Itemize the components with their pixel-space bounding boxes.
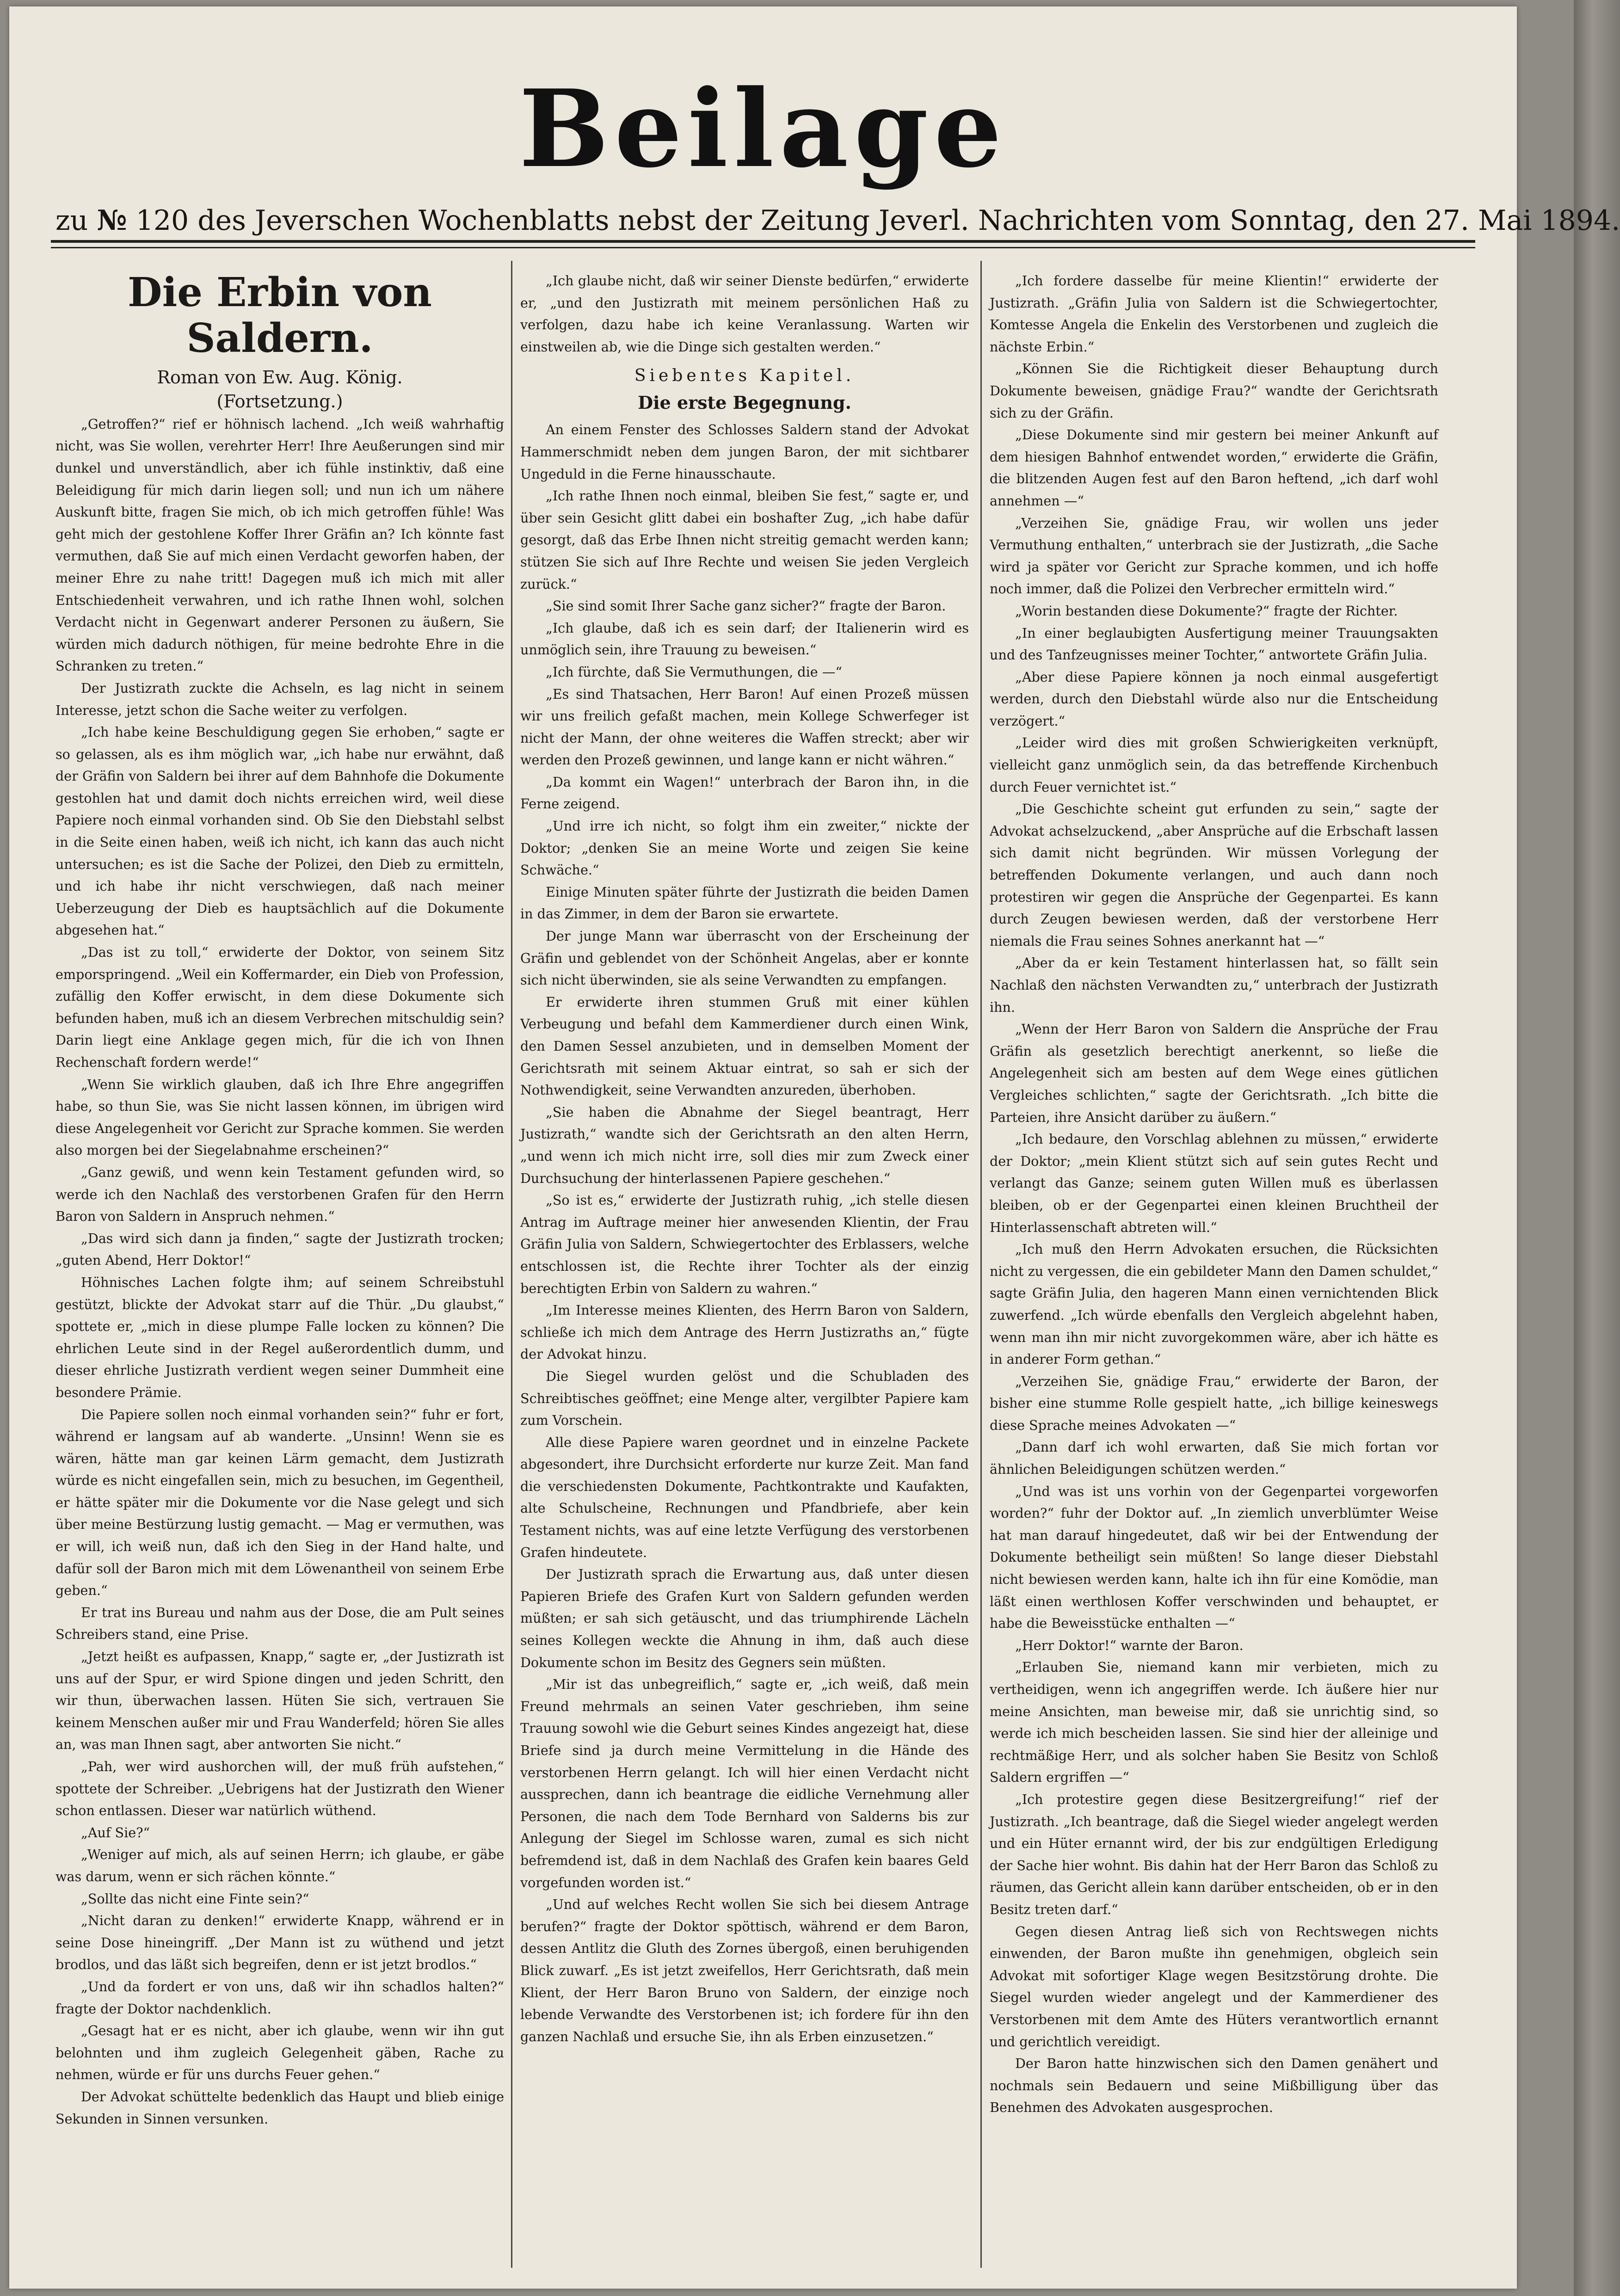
column-2 (520, 270, 969, 2259)
paragraph: „Können Sie die Richtigkeit dieser Behauptung durch Dokumente beweisen, gnädige Frau?“ wandte der Gerichtsrath sich zu der Gräfin. (990, 361, 1438, 421)
paragraph: „Wenn der Herr Baron von Saldern die Ansprüche der Frau Gräfin als gesetzlich berechtigt anerkennt, so ließe die Angelegenheit sich am besten auf dem Wege eines gütlichen Vergleiches schlichten,“ sagte der Gerichtsrath. „Ich bitte die Parteien, ihre Ansicht darüber zu äußern.“ (990, 1021, 1438, 1125)
chapter-heading: Siebentes Kapitel. (634, 366, 855, 386)
paragraph: „Ich muß den Herrn Advokaten ersuchen, die Rücksichten nicht zu vergessen, die ein gebildeter Mann den Damen schuldet,“ sagte Gräfin Julia, den hageren Mann einen vernichtenden Blick zuwerfend. „Ich würde ebenfalls den Vergleich abgelehnt haben, wenn man ihn mir nicht zuvorgekommen wäre, aber ich hätte es in anderer Form gethan.“ (990, 1241, 1438, 1367)
column-2-text-b (520, 419, 969, 2048)
paragraph: „Und irre ich nicht, so folgt ihm ein zweiter,“ nickte der Doktor; „denken Sie an meine Worte und zeigen Sie keine Schwäche.“ (520, 818, 969, 878)
paragraph: Gegen diesen Antrag ließ sich von Rechtswegen nichts einwenden, der Baron mußte ihn genehmigen, obgleich sein Advokat mit sofortiger Klage wegen Besitzstörung drohte. Die Siegel wurden wieder angelegt und der Kammerdiener des Verstorbenen mit dem Amte des Hüters verantwortlich ernannt und gerichtlich vereidigt. (990, 1923, 1438, 2050)
paragraph: Der Justizrath zuckte die Achseln, es lag nicht in seinem Interesse, jetzt schon die Sache weiter zu verfolgen. (55, 680, 504, 718)
column-2-text-a (520, 270, 969, 358)
paragraph: „Gesagt hat er es nicht, aber ich glaube, wenn wir ihn gut belohnten und ihm zugleich Gelegenheit gäben, Rache zu nehmen, würde er für uns durchs Feuer gehen.“ (55, 2023, 504, 2083)
paragraph: „Wenn Sie wirklich glauben, daß ich Ihre Ehre angegriffen habe, so thun Sie, was Sie nicht lassen können, im übrigen wird diese Angelegenheit vor Gericht zur Sprache kommen. Sie werden also morgen bei der Siegelabnahme erscheinen?“ (55, 1076, 504, 1158)
paragraph: „Da kommt ein Wagen!“ unterbrach der Baron ihn, in die Ferne zeigend. (520, 774, 969, 812)
column-1 (55, 270, 504, 2259)
paragraph: „Getroffen?“ rief er höhnisch lachend. „Ich weiß wahrhaftig nicht, was Sie wollen, verehrter Herr! Ihre Aeußerungen sind mir dunkel und unverständlich, aber ich fühle instinktiv, daß eine Beleidigung für mich darin liegen soll; und nun ich um nähere Auskunft bitte, fragen Sie mich, ob ich mich getroffen fühle! Was geht mich der gestohlene Koffer Ihrer Gräfin an? Ich könnte fast vermuthen, daß Sie auf mich einen Verdacht geworfen haben, der meiner Ehre zu nahe tritt! Dagegen muß ich mich mit aller Entschiedenheit verwahren, und ich rathe Ihnen wohl, solchen Verdacht nicht in Gegenwart anderer Personen zu äußern, Sie würden mich dadurch nöthigen, für meine bedrohte Ehre in die Schranken zu treten.“ (55, 416, 504, 674)
paragraph: „Worin bestanden diese Dokumente?“ fragte der Richter. (1015, 603, 1398, 619)
paragraph: „Aber da er kein Testament hinterlassen hat, so fällt sein Nachlaß den nächsten Verwandten zu,“ unterbrach der Justizrath ihn. (990, 955, 1438, 1015)
number-sign: № (97, 204, 127, 237)
paragraph: „Ich rathe Ihnen noch einmal, bleiben Sie fest,“ sagte er, und über sein Gesicht glitt dabei ein boshafter Zug, „ich habe dafür gesorgt, daß das Erbe Ihnen nicht streitig gemacht werden kann; stützen Sie sich auf Ihre Rechte und weisen Sie jeden Vergleich zurück.“ (520, 488, 969, 592)
issue-text: des Jeverschen Wochenblatts nebst der Zeitung Jeverl. Nachrichten vom Sonntag, den 27. Mai 1894. (197, 204, 1620, 237)
paragraph: Der Baron hatte hinzwischen sich den Damen genähert und nochmals sein Bedauern und seine Mißbilligung über das Benehmen des Advokaten ausgesprochen. (990, 2056, 1438, 2116)
paragraph: „Herr Doktor!“ warnte der Baron. (1015, 1637, 1244, 1653)
paragraph: „Ich fordere dasselbe für meine Klientin!“ erwiderte der Justizrath. „Gräfin Julia von Saldern ist die Schwiegertochter, Komtesse Angela die Enkelin des Verstorbenen und zugleich die nächste Erbin.“ (990, 273, 1438, 355)
paragraph: „Es sind Thatsachen, Herr Baron! Auf einen Prozeß müssen wir uns freilich gefaßt machen, mein Kollege Schwerfeger ist nicht der Mann, der ohne weiteres die Waffen streckt; aber wir werden den Prozeß gewinnen, und lange kann er nicht währen.“ (520, 686, 969, 768)
column-3-text (990, 270, 1438, 2119)
issue-prefix: zu (55, 204, 88, 237)
paragraph: „Ich glaube nicht, daß wir seiner Dienste bedürfen,“ erwiderte er, „und den Justizrath mit meinem persönlichen Haß zu verfolgen, dazu habe ich keine Veranlassung. Warten wir einstweilen ab, wie die Dinge sich gestalten werden.“ (520, 273, 969, 355)
paragraph: Der Justizrath sprach die Erwartung aus, daß unter diesen Papieren Briefe des Grafen Kurt von Saldern gefunden werden müßten; er sah sich getäuscht, und das triumphirende Lächeln seines Kollegen weckte die Ahnung in ihm, daß auch diese Dokumente schon im Besitz des Gegners sein müßten. (520, 1566, 969, 1670)
paragraph: „Und was ist uns vorhin von der Gegenpartei vorgeworfen worden?“ fuhr der Doktor auf. „In ziemlich unverblümter Weise hat man darauf hingedeutet, daß wir bei der Entwendung der Dokumente betheiligt sein müßten! So lange dieser Diebstahl nicht bewiesen werden kann, halte ich ihn für eine Komödie, man läßt einen werthlosen Koffer verschwinden und behauptet, er habe die Beweisstücke enthalten —“ (990, 1483, 1438, 1631)
paragraph: „Verzeihen Sie, gnädige Frau,“ erwiderte der Baron, der bisher eine stumme Rolle gespielt hatte, „ich billige keineswegs diese Sprache meines Advokaten —“ (990, 1373, 1438, 1433)
paragraph: „Ich fürchte, daß Sie Vermuthungen, die —“ (546, 664, 842, 680)
paragraph: „Ich glaube, daß ich es sein darf; der Italienerin wird es unmöglich sein, ihre Trauung zu beweisen.“ (520, 620, 969, 658)
paragraph: „Und auf welches Recht wollen Sie sich bei diesem Antrage berufen?“ fragte der Doktor spöttisch, während er dem Baron, dessen Antlitz die Gluth des Zornes übergoß, einen beruhigenden Blick zuwarf. „Es ist jetzt zweifellos, Herr Gerichtsrath, daß mein Klient, der Herr Baron Bruno von Saldern, der einzige noch lebende Verwandte des Verstorbenen ist; ich fordere für ihn den ganzen Nachlaß und ersuche Sie, ihn als Erben einzusetzen.“ (520, 1896, 969, 2044)
paragraph: „Weniger auf mich, als auf seinen Herrn; ich glaube, er gäbe was darum, wenn er sich rächen könnte.“ (55, 1847, 504, 1884)
paragraph: „Ich protestire gegen diese Besitzergreifung!“ rief der Justizrath. „Ich beantrage, daß die Siegel wieder angelegt werden und ein Hüter ernannt wird, der bis zur endgültigen Erledigung der Sache hier wohnt. Bis dahin hat der Herr Baron das Schloß zu räumen, das Gericht allein kann darüber entscheiden, ob er in den Besitz treten darf.“ (990, 1791, 1438, 1917)
paragraph: Höhnisches Lachen folgte ihm; auf seinem Schreibstuhl gestützt, blickte der Advokat starr auf die Thür. „Du glaubst,“ spottete er, „mich in diese plumpe Falle locken zu können? Die ehrlichen Leute sind in der Regel außerordentlich dumm, und dieser ehrliche Justizrath verdient wegen seiner Dummheit eine besondere Prämie. (55, 1274, 504, 1400)
column-divider-1 (511, 261, 512, 2268)
paragraph: „Und da fordert er von uns, daß wir ihn schadlos halten?“ fragte der Doktor nachdenklich. (55, 1978, 504, 2017)
newspaper-page (9, 6, 1620, 2289)
paragraph: Alle diese Papiere waren geordnet und in einzelne Packete abgesondert, ihre Durchsicht erforderte nur kurze Zeit. Man fand die verschiedensten Dokumente, Pachtkontrakte und Kaufakten, alte Schulscheine, Rechnungen und Pfandbriefe, aber kein Testament nichts, was auf eine letzte Verfügung des verstorbenen Grafen hindeutete. (520, 1434, 969, 1560)
column-3 (990, 270, 1438, 2259)
paragraph: „Ich habe keine Beschuldigung gegen Sie erhoben,“ sagte er so gelassen, als es ihm möglich war, „ich habe nur erwähnt, daß der Gräfin von Saldern bei ihrer auf dem Bahnhofe die Dokumente gestohlen hat und damit doch nichts erreichen wird, weil diese Papiere noch einmal vorhanden sind. Ob Sie den Diebstahl selbst in die Seite einen haben, weiß ich nicht, ich kann das auch nicht untersuchen; es ist die Sache der Polizei, den Dieb zu ermitteln, und ich habe ihr nicht verschwiegen, daß nach meiner Ueberzeugung der Dieb es hauptsächlich auf die Dokumente abgesehen hat.“ (55, 724, 504, 938)
paragraph: „Diese Dokumente sind mir gestern bei meiner Ankunft auf dem hiesigen Bahnhof entwendet worden,“ erwiderte die Gräfin, die blitzenden Augen fest auf den Baron heftend, „ich darf wohl annehmen —“ (990, 427, 1438, 509)
paragraph: „So ist es,“ erwiderte der Justizrath ruhig, „ich stelle diesen Antrag im Auftrage meiner hier anwesenden Klientin, der Frau Gräfin Julia von Saldern, Schwiegertochter des Erblassers, welche entschlossen ist, die Rechte ihrer Tochter als der einzig berechtigten Erbin von Saldern zu wahren.“ (520, 1192, 969, 1296)
issue-line (55, 204, 1620, 237)
paragraph: „Auf Sie?“ (81, 1824, 150, 1840)
paragraph: Der junge Mann war überrascht von der Erscheinung der Gräfin und geblendet von der Schönheit Angelas, aber er konnte sich nicht überwinden, sie als seine Verwandten zu empfangen. (520, 928, 969, 988)
masthead: Beilage (519, 67, 1007, 191)
paragraph: „Dann darf ich wohl erwarten, daß Sie mich fortan vor ähnlichen Beleidigungen schützen werden.“ (990, 1439, 1438, 1477)
paragraph: „Nicht daran zu denken!“ erwiderte Knapp, während er in seine Dose hineingriff. „Der Mann ist zu wüthend und jetzt brodlos, und das läßt sich begreifen, denn er ist jetzt brodlos.“ (55, 1913, 504, 1973)
paragraph: „Ganz gewiß, und wenn kein Testament gefunden wird, so werde ich den Nachlaß des verstorbenen Grafen für den Herrn Baron von Saldern in Anspruch nehmen.“ (55, 1164, 504, 1225)
paragraph: Die Papiere sollen noch einmal vorhanden sein?“ fuhr er fort, während er langsam auf ab wanderte. „Unsinn! Wenn sie es wären, hätte man gar keinen Lärm gemacht, dem Justizrath würde es nicht eingefallen sein, mich zu besuchen, im Gegentheil, er hätte später mir die Dokumente vor die Nase gelegt und sich über meine Bestürzung lustig gemacht. — Mag er vermuthen, was er will, ich weiß nun, daß ich den Sieg in der Hand halte, und dafür soll der Baron mich mit dem Löwenantheil von seinem Erbe geben.“ (55, 1406, 504, 1599)
header-rule-top (51, 240, 1475, 243)
paragraph: „In einer beglaubigten Ausfertigung meiner Trauungsakten und des Tanfzeugnisses meiner Tochter,“ antwortete Gräfin Julia. (990, 625, 1438, 663)
paragraph: „Sie sind somit Ihrer Sache ganz sicher?“ fragte der Baron. (546, 598, 946, 614)
paragraph: Er trat ins Bureau und nahm aus der Dose, die am Pult seines Schreibers stand, eine Prise. (55, 1604, 504, 1643)
paragraph: „Im Interesse meines Klienten, des Herrn Baron von Saldern, schließe ich mich dem Antrage des Herrn Justizraths an,“ fügte der Advokat hinzu. (520, 1302, 969, 1362)
issue-number: 120 (136, 204, 189, 237)
column-divider-2 (980, 261, 982, 2268)
continued-note: (Fortsetzung.) (216, 391, 343, 412)
paragraph: „Die Geschichte scheint gut erfunden zu sein,“ sagte der Advokat achselzuckend, „aber Ansprüche auf die Erbschaft lassen sich damit nicht begründen. Wir müssen Vorlegung der betreffenden Dokumente verlangen, und auch dann noch protestiren wir gegen die Ansprüche der Gegenpartei. Es kann durch Zeugen bewiesen werden, daß der verstorbene Herr niemals die Frau seines Sohnes anerkannt hat —“ (990, 801, 1438, 949)
paragraph: „Ich bedaure, den Vorschlag ablehnen zu müssen,“ erwiderte der Doktor; „mein Klient stützt sich auf sein gutes Recht und verlangt das Ganze; seinem guten Willen muß es überlassen bleiben, ob er der Gegenpartei einen kleinen Bruchtheil der Hinterlassenschaft abtreten will.“ (990, 1131, 1438, 1235)
paragraph: Die Siegel wurden gelöst und die Schubladen des Schreibtisches geöffnet; eine Menge alter, vergilbter Papiere kam zum Vorschein. (520, 1368, 969, 1428)
paragraph: An einem Fenster des Schlosses Saldern stand der Advokat Hammerschmidt neben dem jungen Baron, der mit sichtbarer Ungeduld in die Ferne hinausschaute. (520, 422, 969, 482)
header-rule-bottom (51, 247, 1475, 248)
paragraph: „Pah, wer wird aushorchen will, der muß früh aufstehen,“ spottete der Schreiber. „Uebrigens hat der Justizrath den Wiener schon entlassen. Dieser war natürlich wüthend. (55, 1759, 504, 1819)
paragraph: „Sollte das nicht eine Finte sein?“ (81, 1890, 309, 1907)
paragraph: Einige Minuten später führte der Justizrath die beiden Damen in das Zimmer, in dem der Baron sie erwartete. (520, 884, 969, 922)
paragraph: „Aber diese Papiere können ja noch einmal ausgefertigt werden, durch den Diebstahl würde also nur die Entscheidung verzögert.“ (990, 669, 1438, 729)
paragraph: „Jetzt heißt es aufpassen, Knapp,“ sagte er, „der Justizrath ist uns auf der Spur, er wird Spione dingen und jeden Schritt, den wir thun, überwachen lassen. Hüten Sie sich, vertrauen Sie keinem Menschen außer mir und Frau Wanderfeld; hören Sie alles an, was man Ihnen sagt, aber antworten Sie nicht.“ (55, 1649, 504, 1753)
story-title: Die Erbin von Saldern. (128, 269, 432, 362)
column-1-text (55, 413, 504, 2130)
chapter-title: Die erste Begegnung. (638, 392, 851, 413)
paragraph: „Das ist zu toll,“ erwiderte der Doktor, von seinem Sitz emporspringend. „Weil ein Koffermarder, ein Dieb von Profession, zufällig den Koffer erwischt, in dem diese Dokumente sich befunden haben, muß ich an diesem Verbrechen mitschuldig sein? Darin liegt eine Anklage gegen mich, für die ich von Ihnen Rechenschaft fordern werde!“ (55, 944, 504, 1070)
paragraph: „Mir ist das unbegreiflich,“ sagte er, „ich weiß, daß mein Freund mehrmals an seinen Vater geschrieben, ihm seine Trauung sowohl wie die Geburt seines Kindes angezeigt hat, diese Briefe sind ja durch meine Vermittelung in die Hände des verstorbenen Herrn gelangt. Ich will hier einen Verdacht nicht aussprechen, dann ich beantrage die eidliche Vernehmung aller Personen, die nach dem Tode Bernhard von Salderns bis zur Anlegung der Siegel im Schlosse waren, zumal es sich nicht befremdend ist, daß in dem Nachlaß des Grafen kein baares Geld vorgefunden worden ist.“ (520, 1676, 969, 1890)
story-author: Roman von Ew. Aug. König. (157, 367, 403, 388)
paragraph: „Erlauben Sie, niemand kann mir verbieten, mich zu vertheidigen, wenn ich angegriffen werde. Ich äußere hier nur meine Ansichten, man beweise mir, daß sie unrichtig sind, so werde ich mich bescheiden lassen. Sie sind hier der alleinige und rechtmäßige Herr, und als solcher haben Sie Besitz von Schloß Saldern ergriffen —“ (990, 1659, 1438, 1785)
paragraph: „Verzeihen Sie, gnädige Frau, wir wollen uns jeder Vermuthung enthalten,“ unterbrach sie der Justizrath, „die Sache wird ja später vor Gericht zur Sprache kommen, und ich hoffe noch immer, daß die Polizei den Verbrecher ermitteln wird.“ (990, 515, 1438, 597)
paragraph: „Das wird sich dann ja finden,“ sagte der Justizrath trocken; „guten Abend, Herr Doktor!“ (55, 1230, 504, 1268)
paragraph: „Sie haben die Abnahme der Siegel beantragt, Herr Justizrath,“ wandte sich der Gerichtsrath an den alten Herrn, „und wenn ich mich nicht irre, soll dies mir zum Zweck einer Durchsuchung der hinterlassenen Papiere geschehen.“ (520, 1104, 969, 1186)
book-spine (1574, 0, 1620, 2296)
paragraph: Der Advokat schüttelte bedenklich das Haupt und blieb einige Sekunden in Sinnen versunken. (55, 2088, 504, 2127)
paragraph: „Leider wird dies mit großen Schwierigkeiten verknüpft, vielleicht ganz unmöglich sein, da das betreffende Kirchenbuch durch Feuer vernichtet ist.“ (990, 735, 1438, 795)
paragraph: Er erwiderte ihren stummen Gruß mit einer kühlen Verbeugung und befahl dem Kammerdiener durch einen Wink, den Damen Sessel anzubieten, und in demselben Moment der Gerichtsrath mit seinem Aktuar eintrat, so sah er sich der Nothwendigkeit, seine Verwandten anzureden, überhoben. (520, 994, 969, 1098)
